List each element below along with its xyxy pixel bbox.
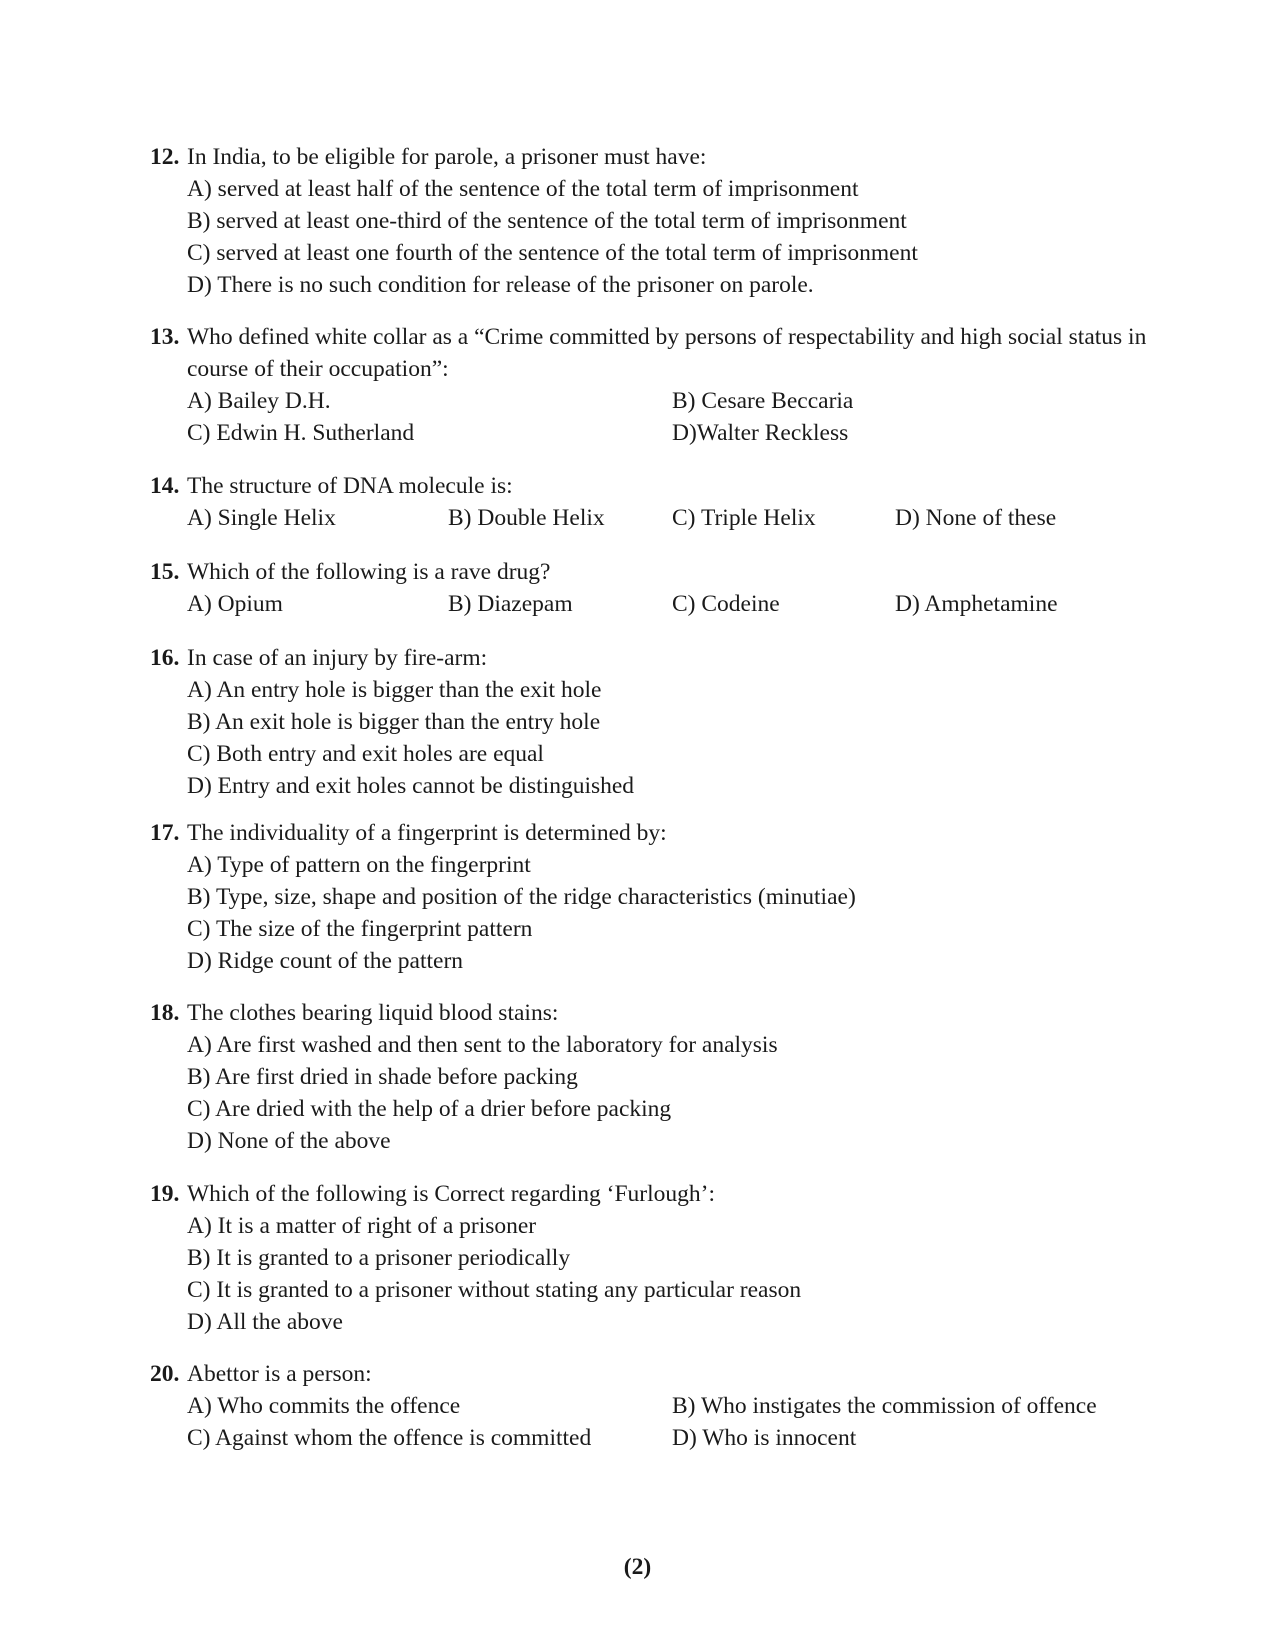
options-list — [150, 1029, 1150, 1157]
options-list — [150, 674, 1150, 802]
options-row — [187, 588, 1150, 620]
option-c: C) Triple Helix — [672, 505, 816, 531]
question-number: 20. — [150, 1361, 180, 1387]
option-b: B) It is granted to a prisoner periodically — [187, 1245, 571, 1271]
option-c: C) Both entry and exit holes are equal — [187, 741, 544, 767]
option-a: A) Are first washed and then sent to the laboratory for analysis — [187, 1032, 778, 1058]
question-text: Which of the following is a rave drug? — [187, 559, 551, 585]
options-row — [187, 385, 1150, 417]
option-c: C) Codeine — [672, 591, 780, 617]
question-text: The individuality of a fingerprint is determined by: — [187, 820, 667, 846]
question-18 — [150, 997, 1150, 1157]
question-14 — [150, 470, 1150, 534]
options-row — [187, 502, 1150, 534]
question-text: The structure of DNA molecule is: — [187, 473, 513, 499]
option-d: D) All the above — [187, 1309, 343, 1335]
options-list — [150, 173, 1150, 301]
question-number: 12. — [150, 144, 180, 170]
option-d: D) Entry and exit holes cannot be distinguished — [187, 773, 635, 799]
option-b: B) Are first dried in shade before packing — [187, 1064, 578, 1090]
options-list — [150, 849, 1150, 977]
option-c: C) Are dried with the help of a drier before packing — [187, 1096, 672, 1122]
option-a: A) It is a matter of right of a prisoner — [187, 1213, 537, 1239]
question-number: 17. — [150, 820, 180, 846]
question-stem — [150, 1358, 1150, 1390]
question-text: The clothes bearing liquid blood stains: — [187, 1000, 559, 1026]
option-a: A) served at least half of the sentence of the total term of imprisonment — [187, 176, 859, 202]
question-20 — [150, 1358, 1150, 1454]
option-d: D) Who is innocent — [672, 1425, 857, 1451]
option-c: C) Edwin H. Sutherland — [187, 420, 415, 446]
options-grid — [150, 385, 1150, 449]
question-text: Which of the following is Correct regarding ‘Furlough’: — [187, 1181, 715, 1207]
option-c: C) served at least one fourth of the sentence of the total term of imprisonment — [187, 240, 918, 266]
options-grid — [150, 1390, 1150, 1454]
option-a: A) Single Helix — [187, 505, 336, 531]
option-a: A) Opium — [187, 591, 283, 617]
question-16 — [150, 642, 1150, 802]
option-b: B) Double Helix — [448, 505, 605, 531]
option-a: A) An entry hole is bigger than the exit hole — [187, 677, 602, 703]
question-number: 15. — [150, 559, 180, 585]
options-grid — [150, 502, 1150, 534]
option-d: D) Amphetamine — [895, 591, 1058, 617]
option-d: D) None of the above — [187, 1128, 391, 1154]
question-number: 13. — [150, 324, 180, 350]
question-12 — [150, 141, 1150, 301]
question-stem — [150, 997, 1150, 1029]
question-stem — [150, 141, 1150, 173]
option-b: B) Cesare Beccaria — [672, 388, 854, 414]
question-stem — [150, 817, 1150, 849]
option-b: B) Who instigates the commission of offence — [672, 1393, 1097, 1419]
question-text: Abettor is a person: — [187, 1361, 372, 1387]
option-a: A) Type of pattern on the fingerprint — [187, 852, 531, 878]
option-b: B) Type, size, shape and position of the ridge characteristics (minutiae) — [187, 884, 856, 910]
question-stem — [150, 556, 1150, 588]
question-19 — [150, 1178, 1150, 1338]
option-a: A) Who commits the offence — [187, 1393, 461, 1419]
question-stem — [150, 642, 1150, 674]
page-number: (2) — [623, 1554, 652, 1580]
options-grid — [150, 588, 1150, 620]
options-list — [150, 1210, 1150, 1338]
option-a: A) Bailey D.H. — [187, 388, 331, 414]
question-text: In India, to be eligible for parole, a prisoner must have: — [187, 144, 707, 170]
question-stem — [150, 1178, 1150, 1210]
option-b: B) served at least one-third of the sentence of the total term of imprisonment — [187, 208, 907, 234]
question-15 — [150, 556, 1150, 620]
options-row — [187, 1390, 1150, 1422]
option-c: C) Against whom the offence is committed — [187, 1425, 592, 1451]
question-stem — [150, 321, 1150, 385]
option-b: B) An exit hole is bigger than the entry hole — [187, 709, 601, 735]
option-c: C) It is granted to a prisoner without stating any particular reason — [187, 1277, 802, 1303]
option-d: D) Ridge count of the pattern — [187, 948, 464, 974]
question-text: Who defined white collar as a “Crime committed by persons of respectability and high social status in course of their occupation”: — [187, 324, 1147, 382]
options-row — [187, 1422, 1150, 1454]
option-c: C) The size of the fingerprint pattern — [187, 916, 533, 942]
question-number: 19. — [150, 1181, 180, 1207]
question-number: 18. — [150, 1000, 180, 1026]
option-d: D)Walter Reckless — [672, 420, 849, 446]
question-13 — [150, 321, 1150, 449]
question-text: In case of an injury by fire-arm: — [187, 645, 488, 671]
option-d: D) None of these — [895, 505, 1057, 531]
question-17 — [150, 817, 1150, 977]
option-b: B) Diazepam — [448, 591, 573, 617]
options-row — [187, 417, 1150, 449]
option-d: D) There is no such condition for release of the prisoner on parole. — [187, 272, 814, 298]
question-stem — [150, 470, 1150, 502]
question-number: 16. — [150, 645, 180, 671]
question-number: 14. — [150, 473, 180, 499]
